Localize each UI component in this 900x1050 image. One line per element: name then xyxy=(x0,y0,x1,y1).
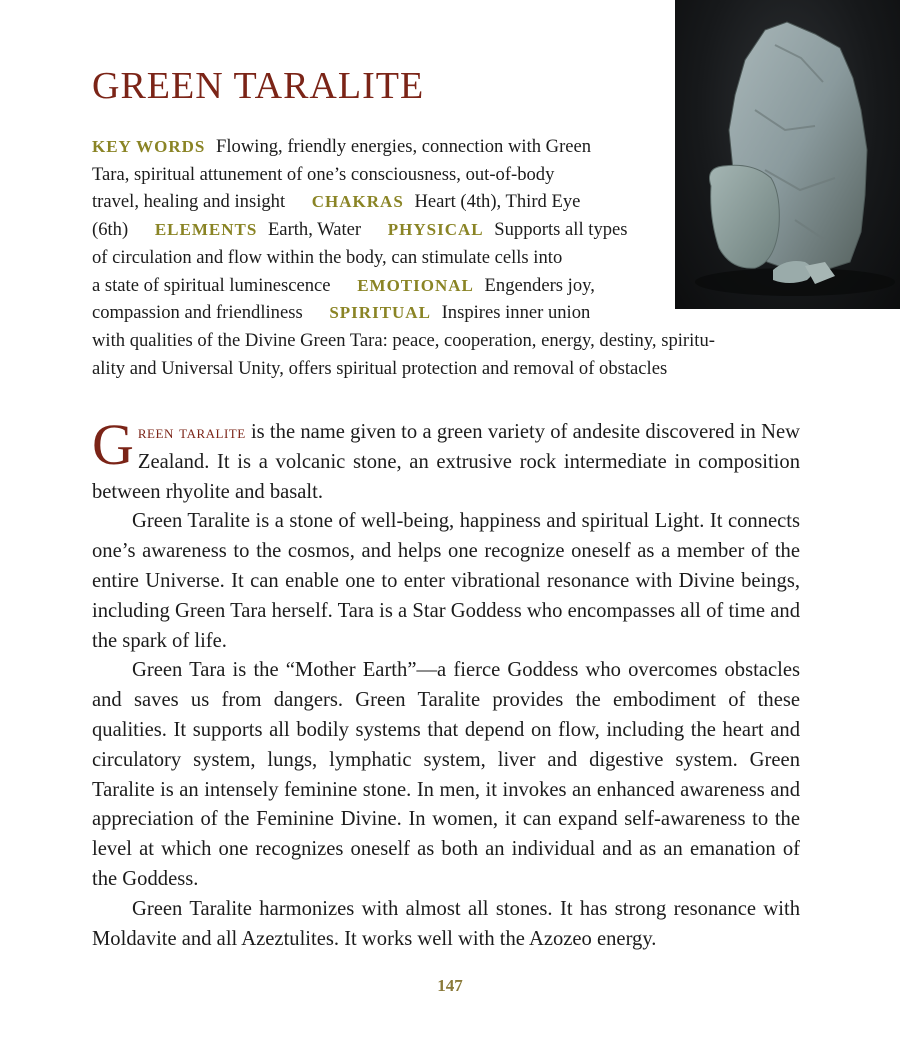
chakras-text: Heart (4th), Third Eye xyxy=(414,191,581,213)
emotional-text: Engenders joy, xyxy=(484,274,595,296)
page-number: 147 xyxy=(437,976,463,995)
paragraph-1 xyxy=(92,412,800,507)
spiritual-label: SPIRITUAL xyxy=(329,303,431,323)
drop-cap: G xyxy=(92,412,134,477)
keywords-block xyxy=(92,133,715,382)
paragraph-3: Green Tara is the “Mother Earth”—a fierce Goddess who overcomes obstacles and saves us from dangers. Green Taralite provides the embodiment of these qualities. It supports all bodily systems that depend on flow, including the heart and circulatory system, lungs, lymphatic system, liver and digestive system. Green Taralite is an intensely feminine stone. In men, it invokes an enhanced awareness and appreciation of the Feminine Divine. In women, it can expand self-awareness to the level at which one recognizes oneself as both an individual and as an emanation of the Goddess. xyxy=(92,659,800,890)
green-taralite-photo xyxy=(675,0,900,309)
paragraph-1-text: is the name given to a green variety of andesite discovered in New Zealand. It is a volcanic stone, an extrusive rock intermediate in composition between rhyolite and basalt. xyxy=(92,421,800,503)
spiritual-text: Inspires inner union xyxy=(441,302,591,324)
chakras-text-2: (6th) xyxy=(92,219,129,241)
page-title: GREEN TARALITE xyxy=(92,65,425,107)
physical-text: Supports all types xyxy=(494,219,628,241)
elements-text: Earth, Water xyxy=(267,219,362,241)
physical-text-3: a state of spiritual luminescence xyxy=(92,274,331,296)
key-words-label: KEY WORDS xyxy=(92,137,206,156)
spiritual-text-2: with qualities of the Divine Green Tara: peace, cooperation, energy, destiny, spiritu- xyxy=(92,329,715,351)
paragraph-4: Green Taralite harmonizes with almost all stones. It has strong resonance with Moldavite and all Azeztulites. It works well with the Azozeo energy. xyxy=(92,897,800,950)
stone-illustration xyxy=(675,0,900,309)
physical-label: PHYSICAL xyxy=(387,220,484,240)
physical-text-2: of circulation and flow within the body, can stimulate cells into xyxy=(92,246,563,268)
emotional-label: EMOTIONAL xyxy=(357,275,474,295)
paragraph-2: Green Taralite is a stone of well-being, happiness and spiritual Light. It connects one’s awareness to the cosmos, and helps one recognize oneself as a member of the entire Universe. It can enable one to enter vibrational resonance with Divine beings, including Green Tara herself. Tara is a Star Goddess who encompasses all of time and the spark of life. xyxy=(92,510,800,652)
article-body xyxy=(92,412,800,954)
emotional-text-2: compassion and friendliness xyxy=(92,302,303,324)
key-words-text: Flowing, friendly energies, connection with Green xyxy=(216,136,592,157)
lead-in: reen taralite xyxy=(137,422,246,443)
key-words-text-3: travel, healing and insight xyxy=(92,191,286,213)
spiritual-text-3: ality and Universal Unity, offers spiritual protection and removal of obstacles xyxy=(92,357,668,379)
key-words-text-2: Tara, spiritual attunement of one’s consciousness, out-of-body xyxy=(92,163,555,185)
chakras-label: CHAKRAS xyxy=(311,192,404,212)
elements-label: ELEMENTS xyxy=(154,220,258,240)
tumbled-stone xyxy=(710,165,780,268)
